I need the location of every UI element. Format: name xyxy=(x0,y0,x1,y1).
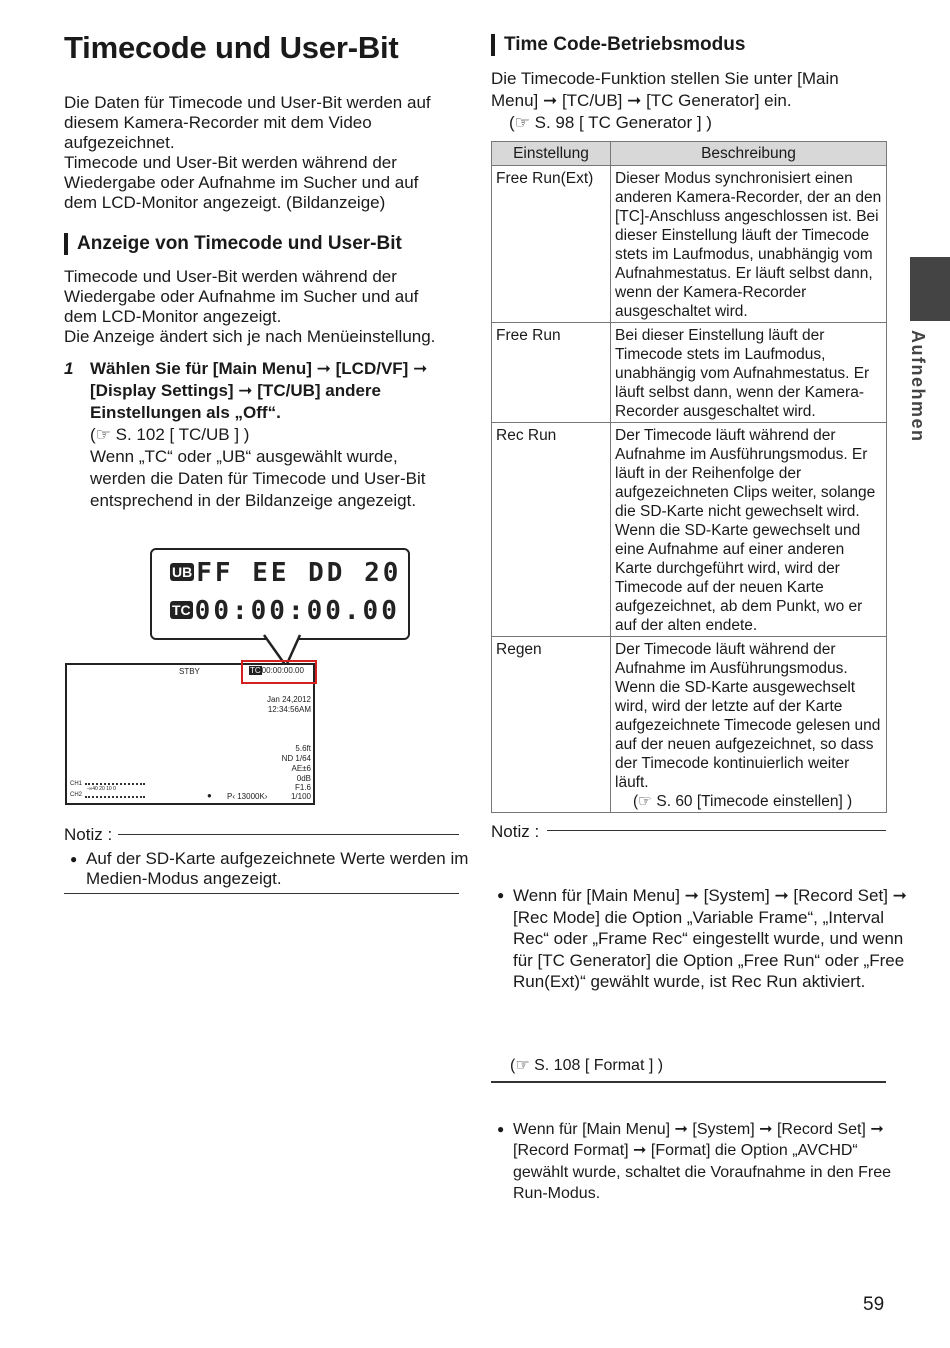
step-detail: werden die Daten für Timecode und User-Bit xyxy=(90,469,426,488)
section-line: Wiedergabe oder Aufnahme im Sucher und auf xyxy=(64,287,419,306)
chapter-tab-marker xyxy=(910,257,950,321)
timecode-value: 00:00:00.00 xyxy=(194,596,400,626)
section-heading-display: Anzeige von Timecode und User-Bit xyxy=(64,233,402,255)
table-header: Beschreibung xyxy=(611,142,887,166)
step-instruction: [Display Settings] ➞ [TC/UB] andere xyxy=(90,381,382,400)
setting-cell: Free Run xyxy=(492,323,611,423)
chapter-tab-label xyxy=(896,330,936,450)
ub-icon: UB xyxy=(172,564,193,580)
screen-gain: 0dB xyxy=(296,774,311,783)
step-detail: Wenn „TC“ oder „UB“ ausgewählt wurde, xyxy=(90,447,398,466)
description-text: Der Timecode läuft während der Aufnahme im Ausführungsmodus. Wenn die SD-Karte ausgewechselt wird, wird der letzte auf der Karte aufgezeichnete Timecode gelesen und auf der neuen aufgezeichnet, so dass der Timecode kontinuierlich weiter läuft. xyxy=(615,641,881,791)
intro-line: dem LCD-Monitor angezeigt. (Bildanzeige) xyxy=(64,193,386,212)
section-line: Die Anzeige ändert sich je nach Menüeinstellung. xyxy=(64,327,436,346)
wb-icon: ● xyxy=(207,791,212,800)
camera-display xyxy=(65,663,315,805)
table-row xyxy=(492,637,887,813)
user-bit-value: FF EE DD 20 xyxy=(196,558,402,588)
tc-icon: TC xyxy=(172,602,191,618)
table-header-row xyxy=(492,142,887,166)
section-line: Timecode und User-Bit werden während der xyxy=(64,267,397,286)
description-cell: Bei dieser Einstellung läuft der Timecode stets im Laufmodus, unabhängig vom Aufnahmestatus. Er läuft selbst dann, wenn der Kamera-Recorder ausgeschaltet wird. xyxy=(611,323,887,423)
step-instruction: Einstellungen als „Off“. xyxy=(90,403,281,422)
intro-line: diesem Kamera-Recorder mit dem Video xyxy=(64,113,372,132)
section-line: dem LCD-Monitor angezeigt. xyxy=(64,307,282,326)
screen-white-balance: P‹ 13000K› xyxy=(227,792,268,801)
notiz-label: Notiz : xyxy=(64,825,113,844)
setting-cell: Regen xyxy=(492,637,611,813)
audio-meter-bar xyxy=(85,783,145,787)
page-title: Timecode und User-Bit xyxy=(64,30,399,65)
screen-ae-level: AE±6 xyxy=(291,764,311,773)
stby-status: STBY xyxy=(179,667,200,676)
description-cell: Der Timecode läuft während der Aufnahme im Ausführungsmodus. Er läuft in der Reihenfolge der aufgezeichneten Clips weiter, solange die SD-Karte nicht gewechselt wird. Wenn die SD-Karte gewechselt und eine Aufnahme auf einer anderen Karte durchgeführt wird, wird der Timecode auf der neuen Karte aufgezeichnet, ab dem Punkt, wo er auf der alten endete. xyxy=(611,423,887,637)
mode-intro xyxy=(491,68,891,134)
description-cell: Dieser Modus synchronisiert einen anderen Kamera-Recorder, der an den [TC]-Anschluss angeschlossen ist. Bei dieser Einstellung läuft der Timecode stets im Laufmodus, unabhängig vom Aufnahmestatus. Er läuft selbst dann, wenn der Kamera-Recorder ausgeschaltet wird. xyxy=(611,166,887,323)
section-heading-mode: Time Code-Betriebsmodus xyxy=(491,34,745,56)
notiz-end-divider xyxy=(491,1081,886,1083)
intro-line: Timecode und User-Bit werden während der xyxy=(64,153,397,172)
notiz-item: ● Wenn für [Main Menu] ➞ [System] ➞ [Record Set] ➞ [Record Format] ➞ [Format] die Option „AVCHD“ gewählt wurde, schaltet die Voraufnahme in den Free Run-Modus. xyxy=(491,1119,908,1205)
notiz-label: Notiz : xyxy=(491,822,540,841)
page-reference: (☞ S. 60 [Timecode einstellen] ) xyxy=(633,793,853,810)
screen-nd-filter: ND 1/64 xyxy=(281,754,311,763)
step-number: 1 xyxy=(64,359,74,378)
mode-table xyxy=(491,141,887,813)
screen-timecode: TC00:00:00.00 xyxy=(250,666,304,675)
screen-date: Jan 24,2012 xyxy=(266,695,311,704)
audio-meter-bar xyxy=(85,796,145,800)
screen-iris: F1.6 xyxy=(294,783,311,792)
screen-shutter: 1/100 xyxy=(290,792,311,801)
setting-cell: Free Run(Ext) xyxy=(492,166,611,323)
page-reference: (☞ S. 108 [ Format ] ) xyxy=(510,1057,664,1074)
page-reference: (☞ S. 102 [ TC/UB ] ) xyxy=(90,425,250,444)
timecode-row xyxy=(170,596,400,626)
mode-intro-line: Die Timecode-Funktion stellen Sie unter [Main xyxy=(491,69,839,88)
table-row xyxy=(492,166,887,323)
timecode-callout xyxy=(150,548,410,640)
screen-timecode-value: 00:00:00.00 xyxy=(261,666,304,675)
chapter-tab-text: Aufnehmen xyxy=(908,330,928,443)
intro-line: Wiedergabe oder Aufnahme im Sucher und auf xyxy=(64,173,419,192)
mode-intro-line: Menu] ➞ [TC/UB] ➞ [TC Generator] ein. xyxy=(491,91,792,110)
notiz-divider xyxy=(547,830,886,831)
audio-meter-scale: -∞40 20 10 0 xyxy=(87,786,116,792)
user-bit-row xyxy=(170,558,401,588)
notiz-item: ● Auf der SD-Karte aufgezeichnete Werte werden im Medien-Modus angezeigt. xyxy=(64,849,481,889)
notiz-divider xyxy=(118,834,459,835)
intro-line: Die Daten für Timecode und User-Bit werden auf xyxy=(64,93,431,112)
table-row xyxy=(492,323,887,423)
page-reference: (☞ S. 98 [ TC Generator ] ) xyxy=(509,113,712,132)
notiz-end-divider xyxy=(64,893,459,894)
page-number: 59 xyxy=(863,1294,885,1315)
notiz-item: ● Wenn für [Main Menu] ➞ [System] ➞ [Record Set] ➞ [Rec Mode] die Option „Variable Frame“, „Interval Rec“ oder „Frame Rec“ eingestellt wurde, und wenn für [TC Generator] die Option „Free Run“ oder „Free Run(Ext)“ gewählt wurde, ist Rec Run aktiviert. xyxy=(491,885,908,993)
step-1 xyxy=(90,358,462,512)
audio-ch1: CH1 xyxy=(70,781,83,787)
screen-time: 12:34:56AM xyxy=(267,705,311,714)
audio-ch2: CH2 xyxy=(70,792,83,798)
screen-focus: 5.6ft xyxy=(295,744,311,753)
table-header: Einstellung xyxy=(492,142,611,166)
intro-paragraph xyxy=(64,93,464,213)
section-paragraph xyxy=(64,267,464,347)
timecode-highlight xyxy=(241,660,317,684)
step-instruction: Wählen Sie für [Main Menu] ➞ [LCD/VF] ➞ xyxy=(90,359,428,378)
description-cell xyxy=(611,637,887,813)
intro-line: aufgezeichnet. xyxy=(64,133,175,152)
setting-cell: Rec Run xyxy=(492,423,611,637)
table-row xyxy=(492,423,887,637)
step-detail: entsprechend in der Bildanzeige angezeigt. xyxy=(90,491,417,510)
